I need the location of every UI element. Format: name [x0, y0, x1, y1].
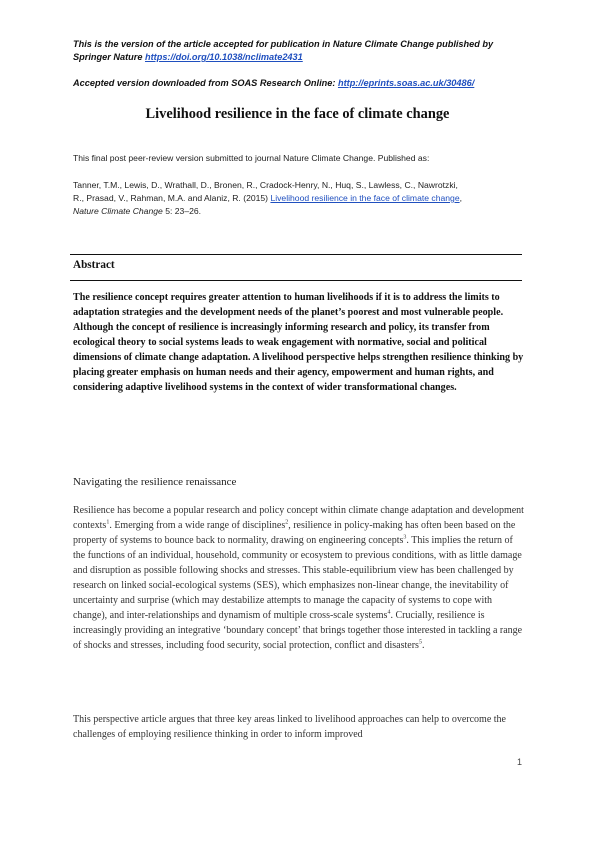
download-notice: [73, 77, 533, 90]
download-prefix: Accepted version downloaded from SOAS Research Online:: [73, 78, 338, 88]
article-title: Livelihood resilience in the face of climate change: [145, 106, 450, 122]
abstract-mid-rule: [70, 280, 522, 281]
abstract-text: The resilience concept requires greater attention to human livelihoods if it is to address the limits to adaptation strategies and the development needs of the planet’s poorest and most vulnerable people. Although the concept of resilience is increasingly informing research and policy, its transfer from ecological theory to social systems leads to weak engagement with normative, social and political dimensions of climate change adaptation. A livelihood perspective helps strengthen resilience thinking by placing greater emphasis on human needs and their agency, empowerment and human rights, and considering adaptive livelihood systems in the context of wider transformational changes.: [73, 292, 524, 393]
body-paragraph-1: Resilience has become a popular research and policy concept within climate change adaptation and development contexts$^1$. Emerging from a wide range of disciplines$^2$, resilience in policy-making has often been based on the property of systems to bounce back to normality, drawing on engineering concepts$^3$. This implies the return of the functions of an individual, household, community or ecosystem to previous conditions, with as little damage and disruption as possible following shocks and stresses. This stable-equilibrium view has been challenged by research on linked social-ecological systems (SES), which emphasizes non-linear change, the inevitability of uncertainty and surprise (which may destabilize attempts to manage the capacity of systems to cope with change), and inter-relationships and dynamism of multiple cross-scale systems$^4$. Crucially, resilience is increasingly providing an integrative ‘boundary concept’ that brings together those interested in tackling a range of shocks and stresses, including food security, social protection, conflict and disasters$^5$.: [73, 505, 524, 651]
notice-line1: This is the version of the article accepted for publication in Nature Climate Change published by: [73, 39, 494, 49]
abstract-top-rule: [70, 254, 522, 255]
ref-5: 5: [418, 639, 422, 646]
submission-note: This final post peer-review version submitted to journal Nature Climate Change. Published as:: [73, 153, 430, 163]
abstract-heading: Abstract: [73, 259, 115, 271]
publication-notice: [73, 38, 533, 64]
soas-link[interactable]: http://eprints.soas.ac.uk/30486/: [337, 78, 475, 88]
ref-1: 1: [106, 519, 110, 526]
citation-line3: [73, 205, 525, 218]
page-number: 1: [517, 757, 523, 767]
citation: [73, 179, 525, 218]
citation-title-link[interactable]: Livelihood resilience in the face of climate change: [270, 193, 460, 203]
citation-authors-line1: Tanner, T.M., Lewis, D., Wrathall, D., Bronen, R., Cradock-Henry, N., Huq, S., Lawless, C., Nawrotzki,: [73, 180, 458, 190]
ref-2: 2: [285, 519, 289, 526]
citation-authors-line2: R., Prasad, V., Rahman, M.A. and Alaniz, R. (2015): [73, 193, 271, 203]
ref-3: 3: [403, 534, 407, 541]
ref-4: 4: [387, 609, 391, 616]
citation-journal: Nature Climate Change: [73, 206, 163, 216]
notice-line2: [73, 51, 533, 64]
citation-volume: 5: 23–26.: [162, 206, 202, 216]
notice-publisher: Springer Nature: [73, 52, 145, 62]
doi-link[interactable]: https://doi.org/10.1038/nclimate2431: [144, 52, 303, 62]
citation-line2: R., Prasad, V., Rahman, M.A. and Alaniz, R. (2015) Livelihood resilience in the face of climate change,: [73, 193, 463, 203]
body-paragraph-2: This perspective article argues that three key areas linked to livelihood approaches can help to overcome the challenges of employing resilience thinking in order to inform improved: [73, 714, 506, 740]
section-heading: Navigating the resilience renaissance: [73, 476, 237, 488]
